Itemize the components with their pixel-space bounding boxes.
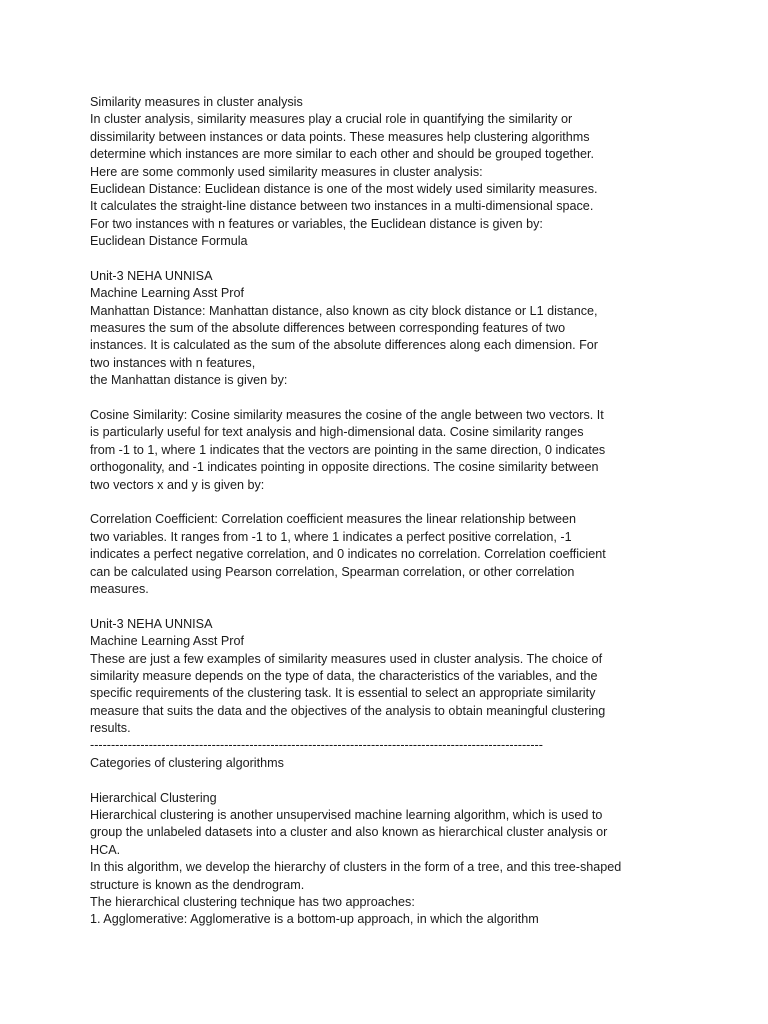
text-line: similarity measure depends on the type of data, the characteristics of the variables, and the xyxy=(90,668,598,683)
text-line: 1. Agglomerative: Agglomerative is a bottom-up approach, in which the algorithm xyxy=(90,912,539,927)
text-line: Machine Learning Asst Prof xyxy=(90,634,245,649)
text-line: from -1 to 1, where 1 indicates that the vectors are pointing in the same direction, 0 indicates xyxy=(90,442,606,457)
text-line: In this algorithm, we develop the hierarchy of clusters in the form of a tree, and this tree-shaped xyxy=(90,860,622,875)
text-line: ------------------------------------------------------------------------------------------------------------ xyxy=(90,738,543,753)
text-line: It calculates the straight-line distance between two instances in a multi-dimensional space. xyxy=(90,199,594,214)
text-line: Hierarchical clustering is another unsupervised machine learning algorithm, which is used to xyxy=(90,808,603,823)
text-line: dissimilarity between instances or data points. These measures help clustering algorithms xyxy=(90,129,590,144)
blank-line xyxy=(90,598,750,615)
text-line: can be calculated using Pearson correlation, Spearman correlation, or other correlation xyxy=(90,564,575,579)
blank-line xyxy=(90,494,750,511)
text-line: Euclidean Distance: Euclidean distance is one of the most widely used similarity measures. xyxy=(90,181,598,196)
text-line: Unit-3 NEHA UNNISA xyxy=(90,616,213,631)
text-line: group the unlabeled datasets into a cluster and also known as hierarchical cluster analysis or xyxy=(90,825,608,840)
text-line: measure that suits the data and the objectives of the analysis to obtain meaningful clustering xyxy=(90,703,606,718)
text-line: These are just a few examples of similarity measures used in cluster analysis. The choice of xyxy=(90,651,603,666)
text-line: HCA. xyxy=(90,842,121,857)
text-line: orthogonality, and -1 indicates pointing in opposite directions. The cosine similarity between xyxy=(90,460,599,475)
blank-line xyxy=(90,390,750,407)
text-line: determine which instances are more similar to each other and should be grouped together. xyxy=(90,147,595,162)
text-line: Euclidean Distance Formula xyxy=(90,234,248,249)
text-line: Cosine Similarity: Cosine similarity measures the cosine of the angle between two vectors. It xyxy=(90,408,604,423)
text-line: The hierarchical clustering technique has two approaches: xyxy=(90,894,415,909)
text-line: the Manhattan distance is given by: xyxy=(90,373,288,388)
blank-line xyxy=(90,251,750,268)
text-line: two instances with n features, xyxy=(90,355,256,370)
text-line: For two instances with n features or variables, the Euclidean distance is given by: xyxy=(90,216,543,231)
text-line: Similarity measures in cluster analysis xyxy=(90,95,303,109)
text-line: Hierarchical Clustering xyxy=(90,790,217,805)
text-line: indicates a perfect negative correlation, and 0 indicates no correlation. Correlation coefficient xyxy=(90,547,606,562)
text-line: measures the sum of the absolute differences between corresponding features of two xyxy=(90,321,566,336)
text-line: two vectors x and y is given by: xyxy=(90,477,265,492)
text-line: Here are some commonly used similarity measures in cluster analysis: xyxy=(90,164,483,179)
text-line: Categories of clustering algorithms xyxy=(90,755,284,770)
text-line: results. xyxy=(90,721,131,736)
text-line: Manhattan Distance: Manhattan distance, also known as city block distance or L1 distance, xyxy=(90,303,598,318)
text-line: specific requirements of the clustering task. It is essential to select an appropriate similarity xyxy=(90,686,596,701)
document-body xyxy=(90,94,750,929)
text-line: Machine Learning Asst Prof xyxy=(90,286,245,301)
text-line: measures. xyxy=(90,581,149,596)
text-line: two variables. It ranges from -1 to 1, where 1 indicates a perfect positive correlation, -1 xyxy=(90,529,572,544)
text-line: Correlation Coefficient: Correlation coefficient measures the linear relationship between xyxy=(90,512,577,527)
text-line: is particularly useful for text analysis and high-dimensional data. Cosine similarity ranges xyxy=(90,425,584,440)
text-line: structure is known as the dendrogram. xyxy=(90,877,305,892)
blank-line xyxy=(90,772,750,789)
text-line: Unit-3 NEHA UNNISA xyxy=(90,268,213,283)
text-line: In cluster analysis, similarity measures play a crucial role in quantifying the similarity or xyxy=(90,112,573,127)
text-line: instances. It is calculated as the sum of the absolute differences along each dimension. For xyxy=(90,338,599,353)
